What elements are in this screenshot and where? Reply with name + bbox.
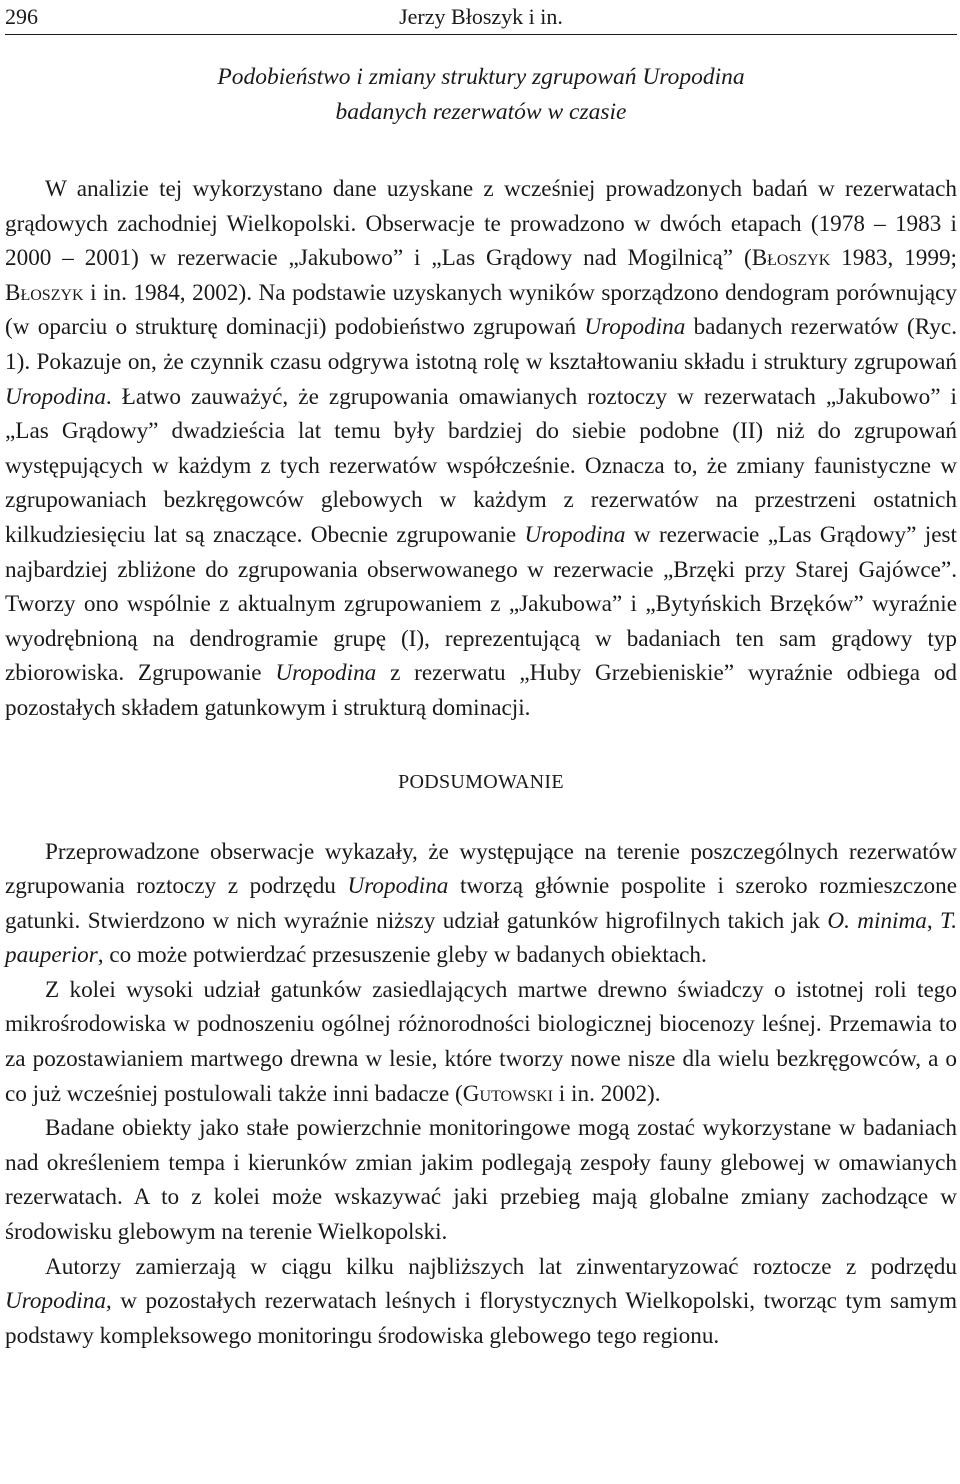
text-run: Badane obiekty jako stałe powierzchnie monitoringowe mogą zostać wykorzystane w badaniach nad określeniem tempa i kierunków zmian jakim podlegają zespoły fauny glebowej w omawianych rezerwatach. A to z kolei może wskazywać jaki przebieg mają globalne zmiany zachodzące w środowisku glebowym na terenie Wielkopolski.: [5, 1115, 957, 1246]
text-run: w pozostałych rezerwatach leśnych i florystycznych Wielkopolski, tworząc tym samym podstawy kompleksowego monitoringu środowiska glebowego tego regionu.: [5, 1288, 957, 1349]
taxon-name: Uropodina: [275, 660, 377, 687]
author-citation: Błoszyk: [751, 245, 831, 272]
species-name: T. pauperior: [5, 907, 958, 969]
text-run: tworzą głównie pospolite i szeroko rozmieszczone gatunki. Stwierdzono w nich wyraźnie niższy udział gatunków higrofilnych takich jak: [5, 873, 957, 934]
text-run: i in. 2002).: [553, 1080, 661, 1107]
page: [5, 0, 957, 1353]
text-run: Przeprowadzone obserwacje wykazały, że występujące na terenie poszczególnych rezerwatów zgrupowania roztoczy z podrzędu: [5, 838, 957, 900]
taxon-name: Uropodina,: [5, 1288, 112, 1315]
section-title: [5, 60, 957, 130]
text-run: w rezerwacie „Las Grądowy” jest najbardziej zbliżone do zgrupowania obserwowanego w rezerwacie „Brzęki przy Starej Gajówce”. Tworzy ono wspólnie z aktualnym zgrupowaniem z „Jakubowa” i „Bytyńskich Brzęków” wyraźnie wyodrębnioną na dendrogramie grupę (I), reprezentującą w badaniach ten sam grądowy typ zbiorowiska. Zgrupowanie: [5, 521, 957, 687]
summary-heading: PODSUMOWANIE: [398, 770, 564, 793]
text-run: . Łatwo zauważyć, że zgrupowania omawianych roztoczy w rezerwatach „Jakubowo” i „Las Grądowy” dwadzieścia lat temu były bardziej do siebie podobne (II) niż do zgrupowań występujących w każdym z tych rezerwatów współcześnie. Oznacza to, że zmiany faunistyczne w zgrupowaniach bezkręgowców glebowych w każdym z rezerwatów na przestrzeni ostatnich kilkudziesięciu lat są znaczące. Obecnie zgrupowanie: [5, 383, 957, 548]
running-author: Jerzy Błoszyk i in.: [399, 4, 563, 29]
section-title-line-1: Podobieństwo i zmiany struktury zgrupowań Uropodina: [217, 64, 745, 90]
text-run: i in. 1984, 2002). Na podstawie uzyskanych wyników sporządzono dendogram porównujący (w oparciu o strukturę dominacji) podobieństwo zgrupowań: [5, 279, 957, 341]
text-run: 1983, 1999;: [830, 245, 957, 272]
text-run: W analizie tej wykorzystano dane uzyskane z wcześniej prowadzonych badań w rezerwatach grądowych zachodniej Wielkopolski. Obserwacje te prowadzono w dwóch etapach (1978 – 1983 i 2000 – 2001) w rezerwacie „Jakubowo” i „Las Grądowy nad Mogilnicą” (: [5, 176, 957, 272]
taxon-name: Uropodina: [347, 873, 449, 900]
taxon-name: Uropodina: [584, 314, 686, 341]
text-run: ,: [926, 907, 941, 934]
paragraph-summary-1: [5, 835, 957, 973]
paragraph-summary-4: [5, 1250, 957, 1354]
text-run: , co może potwierdzać przesuszenie gleby w badanych obiektach.: [97, 942, 707, 969]
text-run: Z kolei wysoki udział gatunków zasiedlających martwe drewno świadczy o istotnej roli tego mikrośrodowiska w podnoszeniu ogólnej różnorodności biologicznej biocenozy leśnej. Przemawia to za pozostawianiem martwego drewna w lesie, które tworzy nowe nisze dla wielu bezkręgowców, a o co już wcześniej postulowali także inni badacze (: [5, 976, 957, 1107]
section-title-line-2: badanych rezerwatów w czasie: [335, 99, 627, 125]
text-run: badanych rezerwatów (Ryc. 1). Pokazuje on, że czynnik czasu odgrywa istotną rolę w kształtowaniu składu i struktury zgrupowań: [5, 314, 958, 375]
text-run: z rezerwatu „Huby Grzebieniskie” wyraźnie odbiega od pozostałych składem gatunkowym i strukturą dominacji.: [5, 660, 957, 721]
page-number: 296: [5, 4, 38, 29]
paragraph-summary-2: [5, 973, 957, 1111]
author-citation: Gutowski: [462, 1080, 553, 1107]
species-name: O. minima: [827, 907, 927, 934]
paragraph-dendrogram-analysis: [5, 172, 957, 726]
paragraph-summary-3: [5, 1111, 957, 1249]
text-run: Autorzy zamierzają w ciągu kilku najbliższych lat zinwentaryzować roztocze z podrzędu: [45, 1253, 957, 1280]
taxon-name: Uropodina: [5, 383, 106, 410]
taxon-name: Uropodina: [524, 521, 626, 548]
author-citation: Błoszyk: [5, 279, 84, 306]
running-head: [5, 0, 957, 35]
